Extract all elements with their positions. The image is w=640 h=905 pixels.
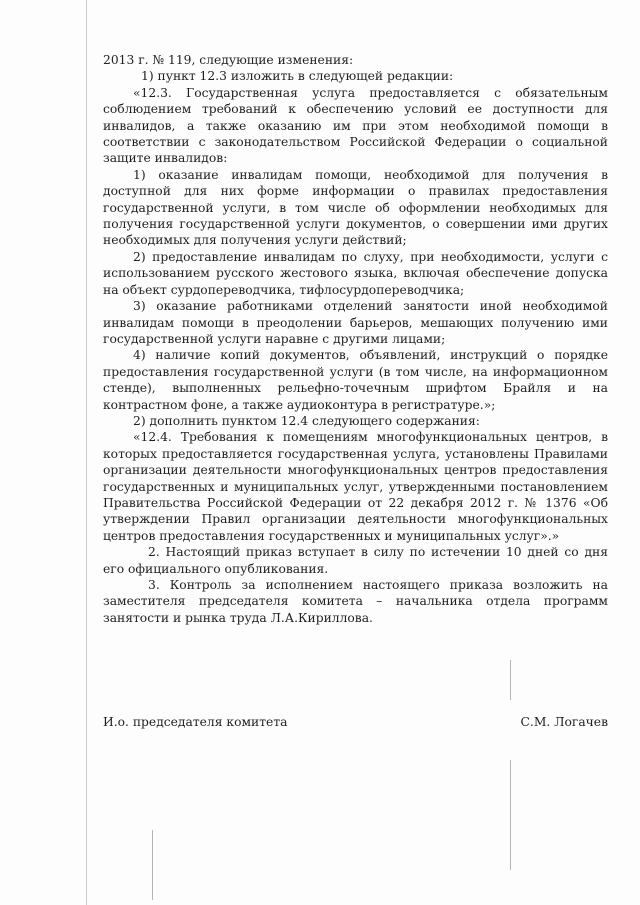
scan-border-line — [86, 0, 87, 905]
scan-artifact-mark — [510, 660, 511, 700]
scan-artifact-mark — [152, 830, 153, 900]
subitem-2: 2) предоставление инвалидам по слуху, при необходимости, услуги с использованием русского жестового языка, включая обеспечение допуска на объект сурдопереводчика, тифлосурдопереводчика; — [103, 249, 608, 297]
item2-quote: «12.4. Требования к помещениям многофункциональных центров, в которых предоставляется государственная услуга, установлены Правилами организации деятельности многофункциональных центров предоставления государственных и муниципальных услуг, утвержденными постановлением Правительства Российской Федерации от 22 декабря 2012 г. № 1376 «Об утверждении Правил организации деятельности многофункциональных центров предоставления государственных и муниципальных услуг».» — [103, 430, 608, 543]
item2-heading: 2) дополнить пунктом 12.4 следующего содержания: — [133, 413, 480, 428]
document-body — [103, 52, 608, 626]
intro-line: 2013 г. № 119, следующие изменения: — [103, 53, 354, 67]
item1-heading: 1) пункт 12.3 изложить в следующей редакции: — [141, 69, 454, 84]
paragraph-3: 3. Контроль за исполнением настоящего приказа возложить на заместителя председателя комитета – начальника отдела программ занятости и рынка труда Л.А.Кириллова. — [103, 578, 608, 625]
subitem-4: 4) наличие копий документов, объявлений, инструкций о порядке предоставления государственной услуги (в том числе, на информационном стенде), выполненных рельефно-точечным шрифтом Брайля и на контрастном фоне, а также аудиоконтура в регистратуре.»; — [103, 348, 608, 412]
subitem-1: 1) оказание инвалидам помощи, необходимой для получения в доступной для них форме информации о правилах предоставления государственной услуги, в том числе об оформлении необходимых для получения государственной услуги документов, о совершении ими других необходимых для получения услуги действий; — [103, 167, 608, 248]
item1-quote: «12.3. Государственная услуга предоставляется с обязательным соблюдением требований к обеспечению условий ее доступности для инвалидов, а также оказанию им при этом необходимой помощи в соответствии с законодательством Российской Федерации о социальной защите инвалидов: — [103, 85, 608, 166]
subitem-3: 3) оказание работниками отделений занятости иной необходимой инвалидам помощи в преодолении барьеров, мешающих получению ими государственной услуги наравне с другими лицами; — [103, 299, 608, 346]
signatory-position: И.о. председателя комитета — [103, 715, 288, 729]
paragraph-2: 2. Настоящий приказ вступает в силу по истечении 10 дней со дня его официального опубликования. — [103, 545, 608, 576]
scan-artifact-mark — [510, 760, 511, 870]
signatory-name: С.М. Логачев — [520, 715, 608, 729]
